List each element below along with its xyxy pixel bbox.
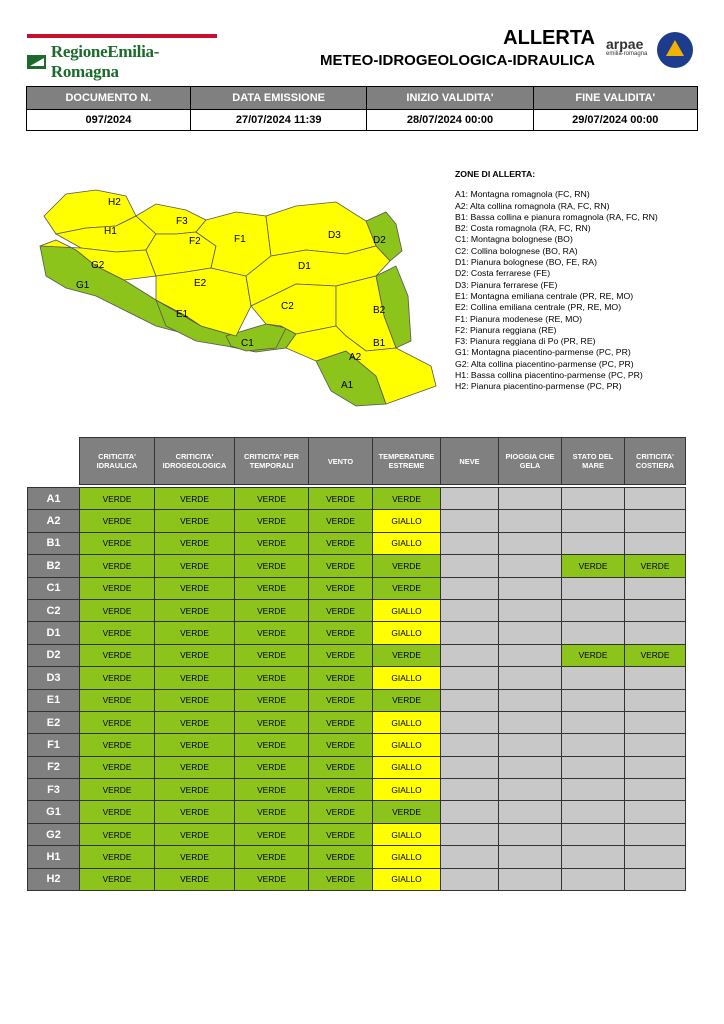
legend-item: B1: Bassa collina e pianura romagnola (RA, FC, RN) [455,211,658,222]
doc-number: 097/2024 [27,110,191,131]
alert-cell: VERDE [235,622,309,644]
map-label-H2: H2 [108,197,121,208]
alert-cell: VERDE [80,577,155,599]
grid-row-F2 [28,756,686,778]
alert-cell: VERDE [155,846,235,868]
alert-cell [499,488,562,510]
alert-cell: VERDE [155,779,235,801]
alert-cell: VERDE [309,555,373,577]
alert-cell [441,488,499,510]
map-label-F3: F3 [176,216,188,227]
alert-cell [562,599,625,621]
alert-cell: VERDE [373,555,441,577]
alert-cell: VERDE [562,644,625,666]
map-label-D2: D2 [373,235,386,246]
alert-cell: VERDE [235,823,309,845]
alert-cell [499,756,562,778]
map-label-D1: D1 [298,261,311,272]
alert-cell [499,689,562,711]
alert-cell [562,711,625,733]
doc-start-date: 28/07/2024 00:00 [367,110,533,131]
alert-cell: VERDE [235,510,309,532]
grid-column-header: VENTO [309,438,373,485]
alert-cell: VERDE [235,555,309,577]
map-label-C2: C2 [281,301,294,312]
map-label-G1: G1 [76,280,90,291]
alert-cell: VERDE [235,577,309,599]
zone-label: A1 [28,488,80,510]
grid-column-header: STATO DEL MARE [562,438,625,485]
alert-cell [441,823,499,845]
alert-cell: VERDE [309,577,373,599]
doc-emission-date: 27/07/2024 11:39 [190,110,367,131]
legend-item: A2: Alta collina romagnola (RA, FC, RN) [455,200,610,211]
alert-cell [441,622,499,644]
grid-row-A2 [28,510,686,532]
alert-cell: VERDE [309,599,373,621]
zone-label: H2 [28,868,80,890]
alert-cell [562,846,625,868]
alert-cell [562,779,625,801]
alert-cell [441,555,499,577]
alert-cell: VERDE [309,689,373,711]
alert-cell [499,846,562,868]
document-info-table [26,86,698,131]
grid-row-D2 [28,644,686,666]
zone-map [36,176,446,408]
alert-cell: GIALLO [373,711,441,733]
zone-label: H1 [28,846,80,868]
grid-column-header: PIOGGIA CHE GELA [499,438,562,485]
alert-cell: VERDE [235,644,309,666]
zone-label: C1 [28,577,80,599]
alert-cell: VERDE [155,823,235,845]
alert-cell: VERDE [155,756,235,778]
alert-cell: VERDE [80,734,155,756]
grid-row-G2 [28,823,686,845]
legend-item: C2: Collina bolognese (BO, RA) [455,245,578,256]
alert-cell [499,510,562,532]
grid-corner [28,438,80,485]
alert-cell [562,868,625,890]
grid-row-E2 [28,711,686,733]
alert-cell [499,644,562,666]
alert-cell: VERDE [309,532,373,554]
grid-column-header: TEMPERATURE ESTREME [373,438,441,485]
alert-cell [625,510,686,532]
alert-cell: VERDE [80,823,155,845]
doc-header-emission: DATA EMISSIONE [190,87,367,110]
grid-row-F1 [28,734,686,756]
map-label-H1: H1 [104,226,117,237]
alert-cell: VERDE [155,711,235,733]
alert-cell [441,756,499,778]
logo-mark-icon [27,55,46,69]
alert-cell: VERDE [309,801,373,823]
alert-cell [562,756,625,778]
alert-cell: VERDE [155,532,235,554]
alert-cell: GIALLO [373,823,441,845]
arpae-subtext: emilia-romagna [606,51,648,57]
alert-cell: GIALLO [373,756,441,778]
alert-cell: VERDE [373,644,441,666]
alert-cell: VERDE [235,779,309,801]
alert-cell: VERDE [80,599,155,621]
alert-cell: VERDE [309,644,373,666]
alert-cell [441,711,499,733]
legend-item: D3: Pianura ferrarese (FE) [455,279,558,290]
legend-item: D2: Costa ferrarese (FE) [455,268,551,279]
map-label-B1: B1 [373,338,386,349]
grid-row-F3 [28,779,686,801]
grid-column-header: NEVE [441,438,499,485]
alert-cell [625,846,686,868]
page-subtitle: METEO-IDROGEOLOGICA-IDRAULICA [320,52,595,69]
grid-row-D3 [28,667,686,689]
map-label-D3: D3 [328,230,341,241]
zone-label: D1 [28,622,80,644]
alert-cell: VERDE [235,734,309,756]
grid-row-B2 [28,555,686,577]
doc-header-start: INIZIO VALIDITA' [367,87,533,110]
doc-header-end: FINE VALIDITA' [533,87,697,110]
alert-cell [562,734,625,756]
alert-cell [625,577,686,599]
legend-item: E2: Collina emiliana centrale (PR, RE, MO) [455,302,622,313]
alert-cell: VERDE [235,532,309,554]
alert-cell: VERDE [235,667,309,689]
alert-cell: VERDE [80,532,155,554]
alert-cell [499,555,562,577]
alert-cell: GIALLO [373,667,441,689]
alert-cell: VERDE [309,711,373,733]
alert-cell: VERDE [309,734,373,756]
alert-cell [499,577,562,599]
alert-cell: VERDE [309,667,373,689]
alert-cell: VERDE [80,555,155,577]
alert-cell [562,510,625,532]
grid-row-E1 [28,689,686,711]
alert-cell: VERDE [235,689,309,711]
alert-cell [562,823,625,845]
alert-cell [625,532,686,554]
grid-column-header: CRITICITA' IDROGEOLOGICA [155,438,235,485]
alert-cell: GIALLO [373,846,441,868]
alert-cell: VERDE [80,488,155,510]
legend-item: H2: Pianura piacentino-parmense (PC, PR) [455,381,622,392]
alert-cell: GIALLO [373,510,441,532]
alert-cell [625,689,686,711]
alert-cell: VERDE [155,510,235,532]
map-label-G2: G2 [91,260,105,271]
zone-label: F2 [28,756,80,778]
alert-cell: VERDE [309,868,373,890]
alert-cell: VERDE [235,711,309,733]
zone-label: D2 [28,644,80,666]
alert-cell [499,823,562,845]
alert-cell: GIALLO [373,868,441,890]
alert-cell [441,510,499,532]
legend-item: G1: Montagna piacentino-parmense (PC, PR) [455,347,631,358]
alert-cell [441,599,499,621]
alert-cell: VERDE [155,644,235,666]
alert-cell: VERDE [235,756,309,778]
legend-item: F2: Pianura reggiana (RE) [455,324,557,335]
grid-row-C1 [28,577,686,599]
alert-cell: VERDE [155,622,235,644]
alert-cell [625,756,686,778]
grid-row-B1 [28,532,686,554]
map-label-E1: E1 [176,309,189,320]
legend-item: G2: Alta collina piacentino-parmense (PC, PR) [455,358,634,369]
zone-label: E2 [28,711,80,733]
alert-cell: VERDE [309,846,373,868]
alert-cell [625,488,686,510]
alert-cell [441,779,499,801]
alert-cell [562,689,625,711]
logo-bar [27,34,217,38]
alert-cell: VERDE [80,868,155,890]
arpae-text: arpae [606,36,644,52]
alert-cell: GIALLO [373,734,441,756]
legend-item: E1: Montagna emiliana centrale (PR, RE, MO) [455,290,634,301]
alert-cell [562,532,625,554]
alert-cell [499,532,562,554]
legend-item: D1: Pianura bolognese (BO, FE, RA) [455,257,597,268]
alert-cell [562,488,625,510]
alert-cell [625,868,686,890]
zone-legend [455,169,658,393]
alert-cell: VERDE [80,801,155,823]
logo-wordmark [27,42,217,82]
alert-cell: VERDE [155,734,235,756]
zone-label: G1 [28,801,80,823]
alert-cell [625,734,686,756]
alert-cell: VERDE [373,689,441,711]
alert-cell: VERDE [155,599,235,621]
alert-cell: VERDE [155,689,235,711]
alert-cell: VERDE [309,756,373,778]
alert-cell [499,868,562,890]
alert-cell: VERDE [155,555,235,577]
map-label-B2: B2 [373,305,386,316]
logo-text: RegioneEmilia-Romagna [50,42,160,81]
legend-title: ZONE DI ALLERTA: [455,169,536,179]
alert-cell: GIALLO [373,532,441,554]
regione-logo [27,34,217,81]
map-label-F1: F1 [234,234,246,245]
alert-cell: VERDE [309,510,373,532]
alert-cell [625,823,686,845]
alert-cell [441,868,499,890]
zone-label: D3 [28,667,80,689]
map-label-E2: E2 [194,278,207,289]
grid-row-C2 [28,599,686,621]
alert-cell [625,779,686,801]
grid-row-D1 [28,622,686,644]
alert-cell [441,644,499,666]
zone-label: C2 [28,599,80,621]
map-label-C1: C1 [241,338,254,349]
alert-cell [441,689,499,711]
alert-cell: VERDE [309,823,373,845]
doc-header-number: DOCUMENTO N. [27,87,191,110]
legend-item: B2: Costa romagnola (RA, FC, RN) [455,223,591,234]
alert-cell [499,622,562,644]
alert-cell [441,532,499,554]
alert-cell: VERDE [80,667,155,689]
alert-cell: VERDE [373,801,441,823]
zone-label: F1 [28,734,80,756]
alert-cell [499,801,562,823]
alert-cell: VERDE [625,644,686,666]
arpae-logo [606,38,647,58]
alert-cell [499,711,562,733]
legend-item: A1: Montagna romagnola (FC, RN) [455,189,590,200]
alert-cell [441,846,499,868]
grid-row-A1 [28,488,686,510]
protezione-civile-logo [657,32,693,68]
alert-cell: VERDE [155,868,235,890]
alert-cell [562,622,625,644]
alert-cell [625,667,686,689]
alert-cell [441,667,499,689]
alert-cell: VERDE [80,622,155,644]
alert-cell: GIALLO [373,622,441,644]
alert-cell: VERDE [80,644,155,666]
grid-column-header: CRITICITA' PER TEMPORALI [235,438,309,485]
alert-cell [562,577,625,599]
alert-cell [441,734,499,756]
alert-cell: VERDE [373,577,441,599]
alert-cell: VERDE [80,756,155,778]
alert-cell: VERDE [309,488,373,510]
alert-cell [441,577,499,599]
alert-cell [562,801,625,823]
doc-end-date: 29/07/2024 00:00 [533,110,697,131]
alert-cell [499,779,562,801]
alert-cell: VERDE [155,801,235,823]
alert-cell: VERDE [155,667,235,689]
alert-cell: VERDE [235,801,309,823]
alert-cell [499,734,562,756]
legend-items [455,189,658,392]
grid-row-G1 [28,801,686,823]
alert-cell: VERDE [155,488,235,510]
alert-cell: VERDE [625,555,686,577]
alert-cell [625,711,686,733]
page-title: ALLERTA [503,27,595,49]
legend-item: C1: Montagna bolognese (BO) [455,234,573,245]
alert-cell: VERDE [80,510,155,532]
map-label-F2: F2 [189,236,201,247]
alert-cell [441,801,499,823]
alert-cell: VERDE [80,779,155,801]
alert-cell: VERDE [235,868,309,890]
alert-cell: VERDE [309,779,373,801]
grid-row-H1 [28,846,686,868]
alert-cell: VERDE [235,846,309,868]
grid-header-row [28,438,686,485]
alert-grid [27,437,686,891]
legend-item: H1: Bassa collina piacentino-parmense (PC, PR) [455,370,643,381]
map-label-A1: A1 [341,380,354,391]
zone-label: B2 [28,555,80,577]
grid-row-H2 [28,868,686,890]
alert-cell: VERDE [80,689,155,711]
zone-D3 [266,202,376,256]
alert-cell [562,667,625,689]
zone-label: B1 [28,532,80,554]
zone-label: F3 [28,779,80,801]
zone-label: E1 [28,689,80,711]
alert-cell: GIALLO [373,779,441,801]
legend-item: F3: Pianura reggiana di Po (PR, RE) [455,336,596,347]
alert-cell [625,801,686,823]
zone-label: A2 [28,510,80,532]
alert-cell [499,667,562,689]
alert-cell: GIALLO [373,599,441,621]
alert-cell: VERDE [80,846,155,868]
alert-cell [625,622,686,644]
alert-cell [499,599,562,621]
alert-cell: VERDE [562,555,625,577]
alert-cell: VERDE [235,488,309,510]
alert-cell: VERDE [235,599,309,621]
grid-column-header: CRITICITA' IDRAULICA [80,438,155,485]
grid-column-header: CRITICITA' COSTIERA [625,438,686,485]
alert-cell [625,599,686,621]
alert-cell: VERDE [309,622,373,644]
alert-cell: VERDE [155,577,235,599]
map-label-A2: A2 [349,352,362,363]
legend-item: F1: Pianura modenese (RE, MO) [455,313,582,324]
alert-cell: VERDE [373,488,441,510]
zone-label: G2 [28,823,80,845]
alert-cell: VERDE [80,711,155,733]
